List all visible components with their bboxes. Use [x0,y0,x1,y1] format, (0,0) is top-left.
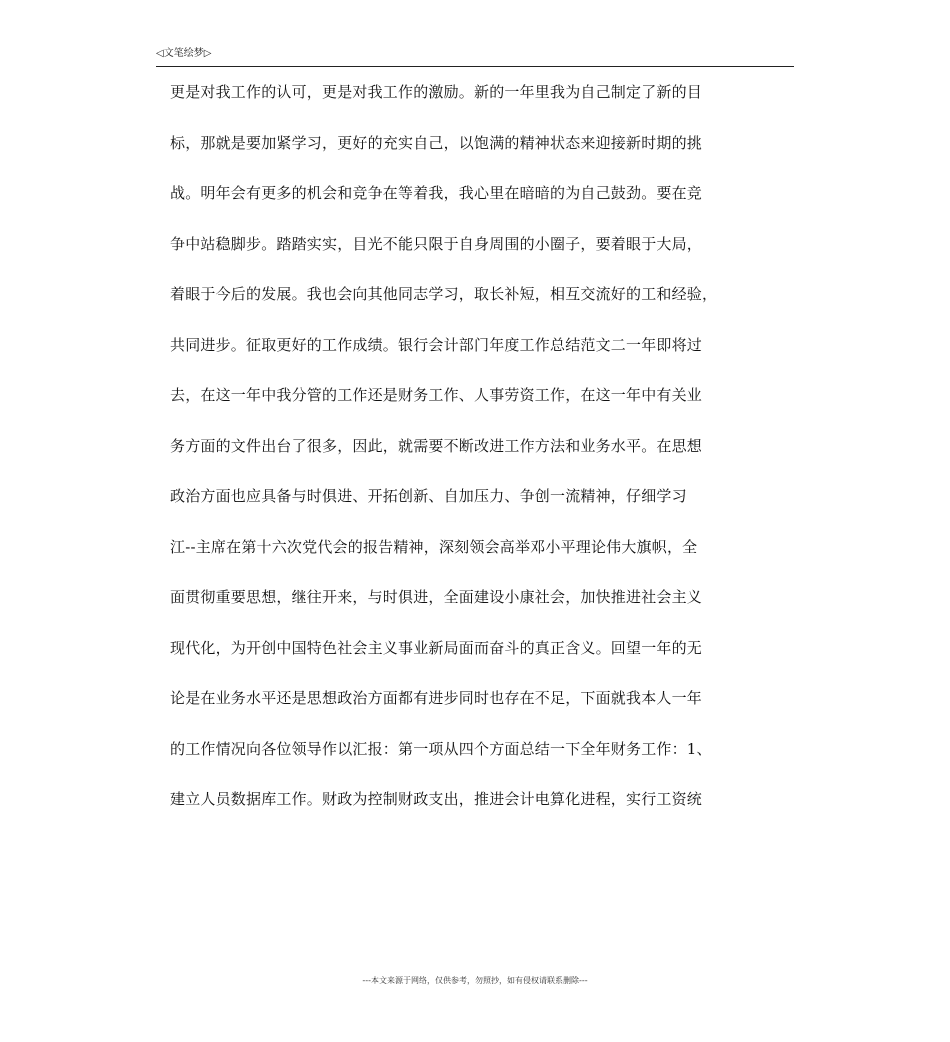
text-line: 去，在这一年中我分管的工作还是财务工作、人事劳资工作，在这一年中有关业 [170,386,703,404]
text-line: 务方面的文件出台了很多，因此，就需要不断改进工作方法和业务水平。在思想 [170,436,703,455]
text-line: 政治方面也应具备与时俱进、开拓创新、自加压力、争创一流精神，仔细学习 [170,487,687,505]
header-divider [156,66,794,67]
page-header [156,48,794,68]
text-line: 共同进步。征取更好的工作成绩。银行会计部门年度工作总结范文二一年即将过 [170,335,703,354]
text-line: 着眼于今后的发展。我也会向其他同志学习，取长补短，相互交流好的工和经验， [170,285,718,303]
text-line: 江--主席在第十六次党代会的报告精神，深刻领会高举邓小平理论伟大旗帜，全 [170,537,698,556]
text-line: 论是在业务水平还是思想政治方面都有进步同时也存在不足，下面就我本人一年 [170,689,703,707]
header-brand-mark: ◁文笔绘梦▷ [156,48,212,59]
text-line: 更是对我工作的认可，更是对我工作的激励。新的一年里我为自己制定了新的目 [170,83,703,101]
footer-disclaimer: ---本文来源于网络，仅供参考，勿照抄，如有侵权请联系删除--- [362,976,588,985]
text-line: 的工作情况向各位领导作以汇报：第一项从四个方面总结一下全年财务工作：1、 [170,739,712,758]
text-line: 标，那就是要加紧学习，更好的充实自己，以饱满的精神状态来迎接新时期的挑 [170,133,703,152]
document-body [170,80,780,838]
text-line: 争中站稳脚步。踏踏实实，目光不能只限于自身周围的小圈子，要着眼于大局， [170,234,703,253]
text-line: 现代化，为开创中国特色社会主义事业新局面而奋斗的真正含义。回望一年的无 [170,638,703,657]
text-line: 战。明年会有更多的机会和竞争在等着我，我心里在暗暗的为自己鼓劲。要在竞 [170,184,703,202]
text-line: 面贯彻重要思想，继往开来，与时俱进，全面建设小康社会，加快推进社会主义 [170,588,703,606]
text-line: 建立人员数据库工作。财政为控制财政支出，推进会计电算化进程，实行工资统 [170,790,703,808]
